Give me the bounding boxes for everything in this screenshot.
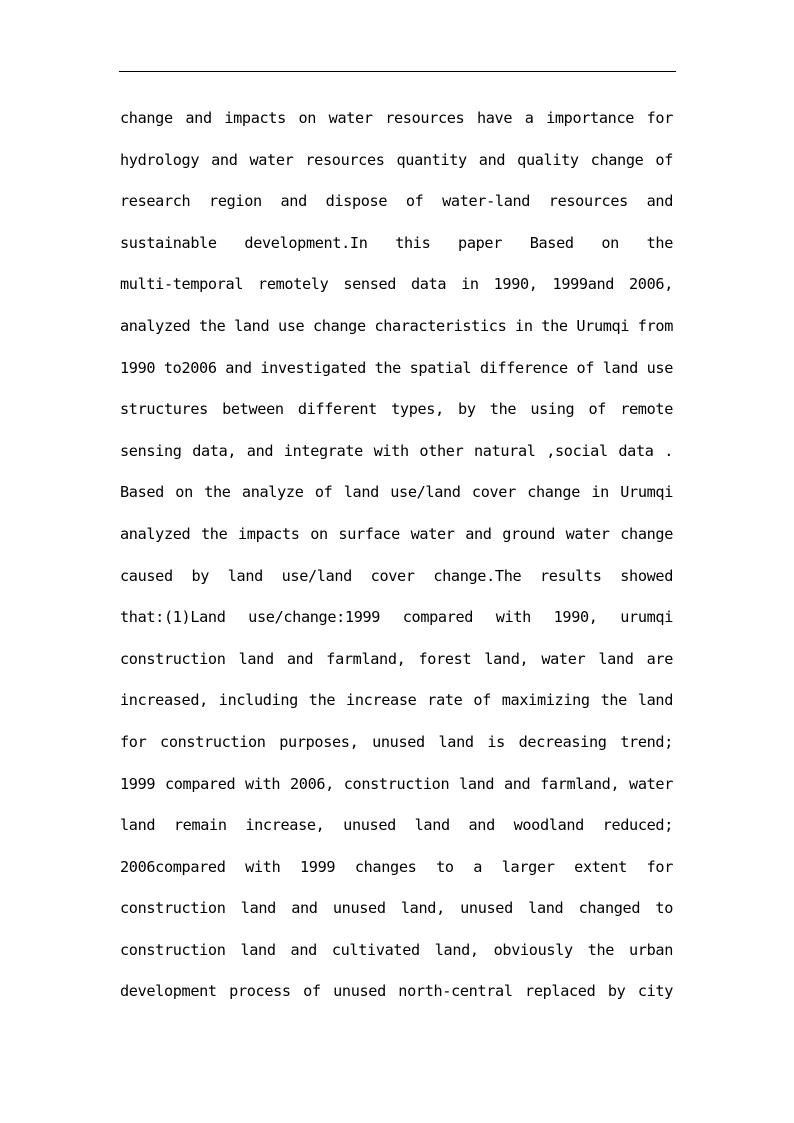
text-line: caused by land use/land cover change.The results showed: [120, 566, 673, 585]
text-line: multi-temporal remotely sensed data in 1990, 1999and 2006,: [120, 275, 673, 294]
text-line: sensing data, and integrate with other natural ,social data .: [120, 441, 673, 460]
text-line: Based on the analyze of land use/land cover change in Urumqi: [120, 483, 673, 502]
text-line: construction land and unused land, unused land changed to: [120, 899, 673, 918]
text-line: increased, including the increase rate of maximizing the land: [120, 691, 673, 710]
body-paragraph: [120, 101, 673, 1016]
text-line: hydrology and water resources quantity and quality change of: [120, 150, 673, 169]
text-line: change and impacts on water resources have a importance for: [120, 109, 673, 127]
text-line: that:(1)Land use/change:1999 compared with 1990, urumqi: [120, 608, 673, 627]
text-line: 1999 compared with 2006, construction land and farmland, water: [120, 774, 673, 793]
text-line: research region and dispose of water-land resources and: [120, 192, 673, 211]
header-rule: [119, 71, 676, 72]
text-line: structures between different types, by the using of remote: [120, 400, 673, 419]
text-line: analyzed the impacts on surface water and ground water change: [120, 524, 673, 543]
text-line: for construction purposes, unused land is decreasing trend;: [120, 732, 673, 751]
text-line: analyzed the land use change characteristics in the Urumqi from: [120, 316, 673, 335]
text-line: land remain increase, unused land and woodland reduced;: [120, 816, 673, 835]
text-line: construction land and cultivated land, obviously the urban: [120, 940, 673, 959]
text-line: development process of unused north-central replaced by city: [120, 982, 673, 1001]
text-line: sustainable development.In this paper Based on the: [120, 233, 673, 252]
text-line: 2006compared with 1999 changes to a larger extent for: [120, 857, 673, 876]
text-line: construction land and farmland, forest land, water land are: [120, 649, 673, 668]
text-line: 1990 to2006 and investigated the spatial difference of land use: [120, 358, 673, 377]
